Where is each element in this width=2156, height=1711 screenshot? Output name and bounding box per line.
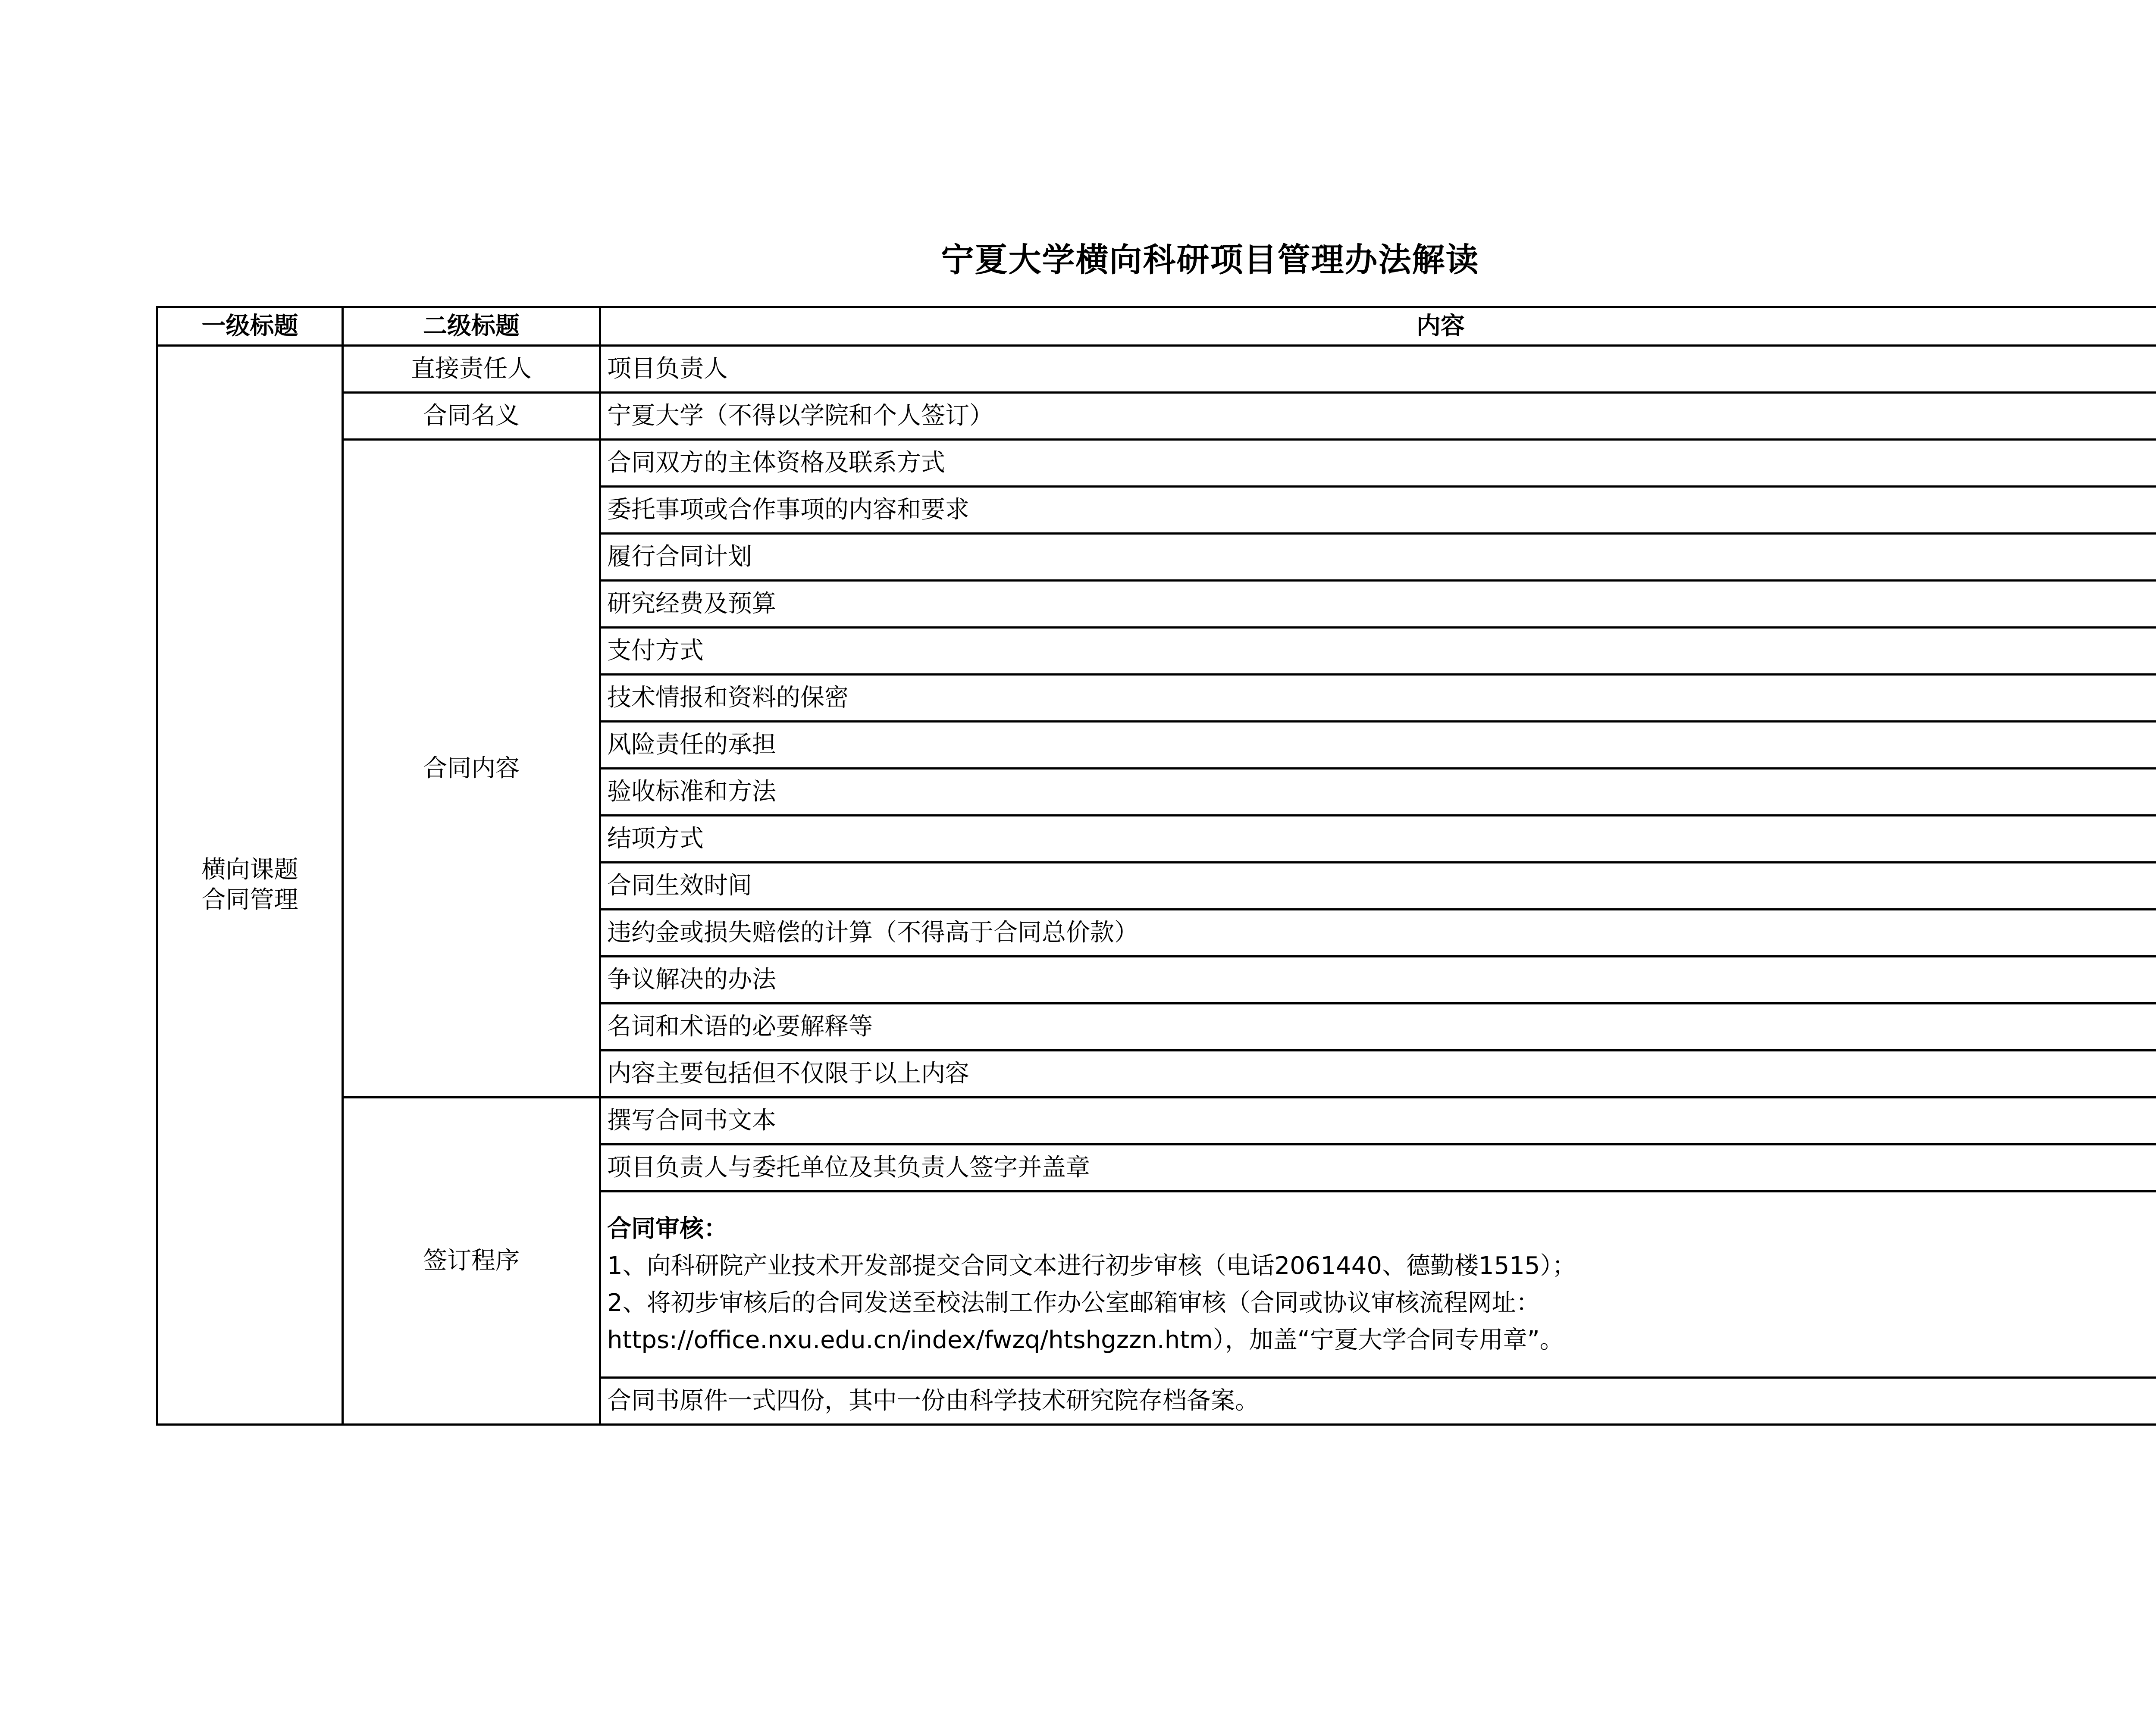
level2-contract-name: 合同名义 (343, 393, 600, 440)
content-item: 支付方式 (600, 628, 2156, 675)
content-responsible: 项目负责人 (600, 346, 2156, 393)
level1-line2: 合同管理 (201, 886, 298, 914)
content-archive: 合同书原件一式四份，其中一份由科学技术研究院存档备案。 (600, 1378, 2156, 1425)
content-item: 风险责任的承担 (600, 722, 2156, 769)
content-item: 委托事项或合作事项的内容和要求 (600, 487, 2156, 534)
page-title: 宁夏大学横向科研项目管理办法解读 (941, 241, 1479, 279)
content-review-cell (600, 1192, 2156, 1378)
content-item: 合同生效时间 (600, 863, 2156, 910)
header-level2: 二级标题 (343, 307, 600, 346)
content-contract-name: 宁夏大学（不得以学院和个人签订） (600, 393, 2156, 440)
table-row (157, 440, 2156, 487)
content-item: 违约金或损失赔偿的计算（不得高于合同总价款） (600, 910, 2156, 957)
content-signing-step1: 撰写合同书文本 (600, 1098, 2156, 1145)
content-signing-step2: 项目负责人与委托单位及其负责人签字并盖章 (600, 1145, 2156, 1192)
level2-signing: 签订程序 (343, 1098, 600, 1425)
content-item: 合同双方的主体资格及联系方式 (600, 440, 2156, 487)
header-content: 内容 (600, 307, 2156, 346)
content-item: 争议解决的办法 (600, 957, 2156, 1004)
content-item: 研究经费及预算 (600, 581, 2156, 628)
level2-contract-content: 合同内容 (343, 440, 600, 1098)
review-line2: 2、将初步审核后的合同发送至校法制工作办公室邮箱审核（合同或协议审核流程网址： (607, 1289, 1540, 1317)
content-item: 名词和术语的必要解释等 (600, 1004, 2156, 1051)
table-row (157, 393, 2156, 440)
table-row (157, 346, 2156, 393)
content-item: 技术情报和资料的保密 (600, 675, 2156, 722)
review-title: 合同审核： (607, 1214, 728, 1243)
content-item: 履行合同计划 (600, 534, 2156, 581)
management-table (156, 306, 2156, 1426)
level1-line1: 横向课题 (201, 856, 298, 884)
content-item: 验收标准和方法 (600, 769, 2156, 816)
table-row (157, 1098, 2156, 1145)
content-item: 结项方式 (600, 816, 2156, 863)
review-line1: 1、向科研院产业技术开发部提交合同文本进行初步审核（电话2061440、德勤楼1515）； (607, 1251, 1576, 1280)
review-line3: https://office.nxu.edu.cn/index/fwzq/htshgzzn.htm），加盖“宁夏大学合同专用章”。 (607, 1326, 1564, 1354)
content-item: 内容主要包括但不仅限于以上内容 (600, 1051, 2156, 1098)
header-level1: 一级标题 (157, 307, 343, 346)
level2-responsible: 直接责任人 (343, 346, 600, 393)
table-header-row (157, 307, 2156, 346)
level1-cell (157, 346, 343, 1425)
